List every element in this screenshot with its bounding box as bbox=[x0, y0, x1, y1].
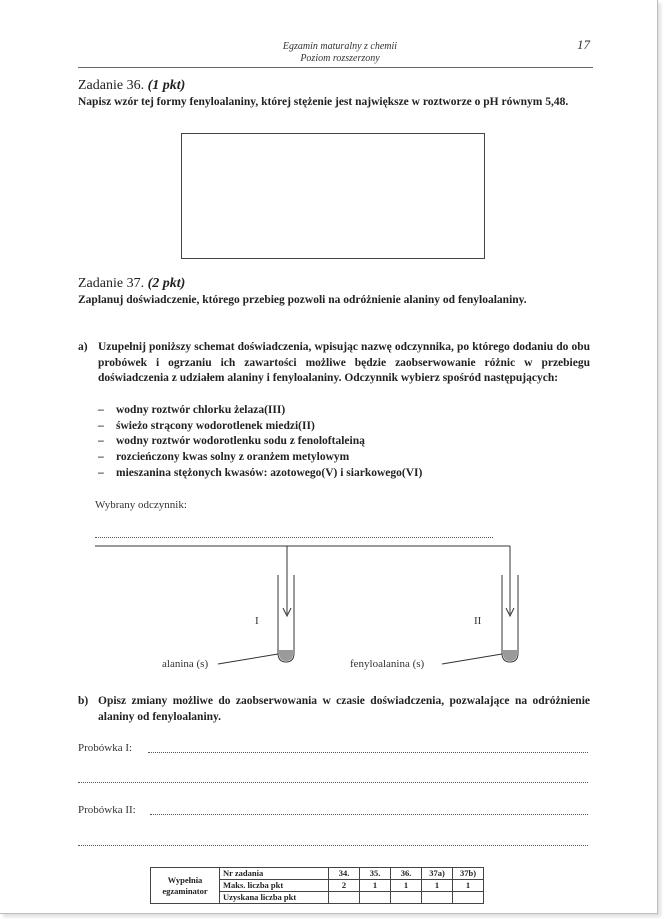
tube-1-label: alanina (s) bbox=[162, 658, 209, 670]
reagent-option-text: wodny roztwór wodorotlenku sodu z fenoloftaleiną bbox=[116, 435, 365, 448]
task-number-cell: 36. bbox=[391, 868, 422, 880]
obtained-points-cell[interactable] bbox=[422, 892, 453, 904]
task-number-cell: 34. bbox=[329, 868, 360, 880]
option-dash: – bbox=[98, 435, 104, 448]
tube-2-numeral: II bbox=[474, 615, 482, 627]
task-number-cell: 35. bbox=[360, 868, 391, 880]
tube-2-observation-label: Probówka II: bbox=[78, 804, 136, 816]
solid-sample-2 bbox=[503, 650, 517, 661]
page-number: 17 bbox=[577, 37, 590, 52]
leader-line-1 bbox=[218, 654, 278, 664]
task-36-points: (1 pkt) bbox=[147, 78, 186, 93]
task-37a-text: Uzupełnij poniższy schemat doświadczenia, wpisując nazwę odczynnika, po którego dodaniu do obu probówek i ogrzaniu ich zawartości możliwe będzie zaobserwowanie różnic w przebiegu doświadczenia z udziałem alaniny i fenyloalaniny. Odczynnik wybierz spośród następujących: bbox=[98, 341, 590, 384]
examiner-label-2: egzaminator bbox=[162, 885, 208, 896]
option-dash: – bbox=[98, 419, 104, 432]
examiner-label-1: Wypełnia bbox=[167, 874, 203, 885]
examiner-cell bbox=[151, 868, 220, 904]
obtained-points-cell[interactable] bbox=[391, 892, 422, 904]
solid-sample-1 bbox=[279, 650, 293, 661]
test-tube-1 bbox=[278, 575, 294, 662]
task-37-title-text: Zadanie 37. bbox=[78, 276, 148, 291]
reagent-option-text: rozcieńczony kwas solny z oranżem metylowym bbox=[116, 451, 350, 464]
score-table-row-tasks bbox=[151, 868, 484, 880]
option-dash: – bbox=[98, 451, 104, 464]
score-table bbox=[150, 867, 484, 904]
task-37b-label: b) bbox=[78, 695, 89, 707]
tube-2-answer-line[interactable] bbox=[150, 814, 588, 815]
reagent-option-text: wodny roztwór chlorku żelaza(III) bbox=[116, 404, 286, 416]
header-title: Egzamin maturalny z chemii bbox=[282, 41, 398, 52]
chosen-reagent-label: Wybrany odczynnik: bbox=[95, 499, 187, 511]
max-points-cell: 1 bbox=[453, 880, 484, 892]
tube-2-answer-line-2[interactable] bbox=[78, 845, 588, 846]
row-label-task-number: Nr zadania bbox=[220, 868, 329, 880]
obtained-points-cell[interactable] bbox=[453, 892, 484, 904]
tube-1-answer-line[interactable] bbox=[148, 752, 588, 753]
row-label-obtained-points: Uzyskana liczba pkt bbox=[220, 892, 329, 904]
max-points-cell: 1 bbox=[360, 880, 391, 892]
max-points-cell: 1 bbox=[422, 880, 453, 892]
reagent-option-text: mieszanina stężonych kwasów: azotowego(V) i siarkowego(VI) bbox=[116, 466, 423, 479]
option-dash: – bbox=[98, 404, 104, 416]
reagent-option-text: świeżo strącony wodorotlenek miedzi(II) bbox=[116, 419, 315, 432]
task-37-instruction: Zaplanuj doświadczenie, którego przebieg pozwoli na odróżnienie alaniny od fenyloalaniny. bbox=[78, 294, 527, 306]
task-36-instruction: Napisz wzór tej formy fenyloalaniny, której stężenie jest największe w roztworze o pH równym 5,48. bbox=[78, 96, 569, 108]
task-number-cell: 37b) bbox=[453, 868, 484, 880]
tube-1-numeral: I bbox=[255, 615, 259, 627]
leader-line-2 bbox=[442, 654, 502, 664]
task-36-title-text: Zadanie 36. bbox=[78, 78, 148, 93]
tube-1-observation-label: Probówka I: bbox=[78, 742, 133, 754]
max-points-cell: 2 bbox=[329, 880, 360, 892]
max-points-cell: 1 bbox=[391, 880, 422, 892]
header-subtitle: Poziom rozszerzony bbox=[300, 53, 380, 64]
task-37-points: (2 pkt) bbox=[147, 276, 186, 291]
task-37a-label: a) bbox=[78, 341, 88, 353]
row-label-max-points: Maks. liczba pkt bbox=[220, 880, 329, 892]
option-dash: – bbox=[98, 466, 104, 479]
obtained-points-cell[interactable] bbox=[360, 892, 391, 904]
task-37b bbox=[78, 694, 590, 725]
obtained-points-cell[interactable] bbox=[329, 892, 360, 904]
task-number-cell: 37a) bbox=[422, 868, 453, 880]
tube-2-label: fenyloalanina (s) bbox=[350, 658, 425, 670]
task-37b-text: Opisz zmiany możliwe do zaobserwowania w czasie doświadczenia, pozwalające na odróżnienie alaniny od fenyloalaniny. bbox=[98, 695, 590, 723]
tube-1-answer-line-2[interactable] bbox=[78, 782, 588, 783]
